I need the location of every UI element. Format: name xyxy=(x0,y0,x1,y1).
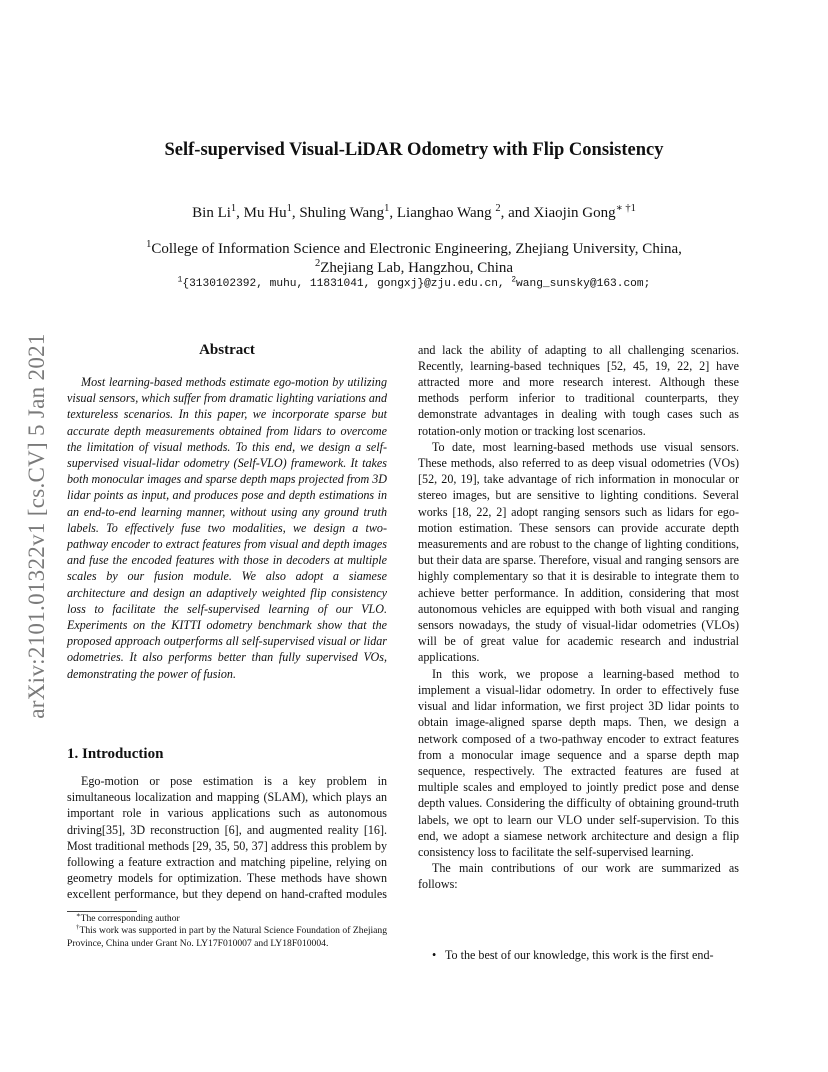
introduction-paragraph-4: The main contributions of our work are summarized as follows: xyxy=(418,861,739,892)
email-mark: 1 xyxy=(177,275,183,285)
arxiv-identifier-text: arXiv:2101.01322v1 [cs.CV] 5 Jan 2021 xyxy=(24,333,49,719)
author-affiliation-mark: ∗ †1 xyxy=(615,203,636,214)
footnotes xyxy=(67,913,387,950)
bullet-text: To the best of our knowledge, this work is the first end- xyxy=(445,948,714,962)
abstract-heading: Abstract xyxy=(199,342,255,358)
abstract-body xyxy=(67,374,387,682)
author-affiliation-mark: 2 xyxy=(495,203,501,214)
bullet-icon: • xyxy=(432,948,437,962)
author-name: , Shuling Wang xyxy=(291,205,385,221)
email-text: {3130102392, muhu, 11831041, gongxj}@zju.edu.cn, xyxy=(182,278,512,290)
footnote-text: This work was supported in part by the Natural Science Foundation of Zhejiang Province, China under Grant No. LY17F010007 and LY18F010004. xyxy=(67,925,388,949)
footnote-1 xyxy=(67,913,387,925)
right-column xyxy=(418,343,739,943)
introduction-heading: 1. Introduction xyxy=(67,746,164,762)
footnote-mark: † xyxy=(76,924,80,932)
introduction-paragraph-1-left xyxy=(67,773,387,904)
affiliation-line-2 xyxy=(0,260,828,277)
affiliation-mark: 1 xyxy=(146,239,152,250)
author-affiliation-mark: 1 xyxy=(384,203,390,214)
email-mark: 2 xyxy=(511,275,517,285)
affiliation-mark: 2 xyxy=(314,258,321,269)
footnote-2 xyxy=(67,925,387,950)
introduction-paragraph-1: Ego-motion or pose estimation is a key problem in simultaneous localization and mapping (SLAM), which plays an important role in various applications such as autonomous driving[35], 3D reconstruction [6], and augmented reality [16]. Most traditional methods [29, 35, 50, 37] address this problem by following a feature extraction and matching pipeline, relying on geometry models for optimization. These methods have shown excellent performance, but they depend on hand-crafted modules xyxy=(67,774,387,902)
affiliation-text: Zhejiang Lab, Hangzhou, China xyxy=(320,260,514,276)
author-name: , Lianghao Wang xyxy=(389,205,496,221)
author-name: , Mu Hu xyxy=(236,205,287,221)
introduction-paragraph-1-continuation xyxy=(418,343,739,439)
paper-title: Self-supervised Visual-LiDAR Odometry with Flip Consistency xyxy=(164,140,664,160)
introduction-paragraph-3: In this work, we propose a learning-based method to implement a visual-lidar odometry. In order to effectively fuse visual and lidar information, we first project 3D lidar points to obtain image-aligned sparse depth maps. Then, we design a network composed of a two-pathway encoder to extract features from a monocular image sequence and a sparse depth map sequence, respectively. The extracted features are fused at multiple scales and employed to jointly predict pose and dense depth values. Considering the difficulty of obtaining ground-truth labels, we opt to learn our VLO under self-supervision. To this end, we adopt a siamese network architecture and design a flip consistency loss to facilitate the self-supervised learning. xyxy=(418,666,739,859)
affiliation-text: College of Information Science and Electronic Engineering, Zhejiang University, China, xyxy=(151,241,682,257)
arxiv-identifier-stamp xyxy=(12,296,62,756)
email-text: wang_sunsky@163.com; xyxy=(516,278,651,290)
introduction-paragraph-1-copy: and lack the ability of adapting to all challenging scenarios. Recently, learning-based techniques [52, 45, 19, 22, 2] have attracted more and more research interest. Although these methods perform inferior to traditional counterparts, they demonstrate advantages in dealing with tough cases such as rotation-only motion or tracking lost scenarios. xyxy=(418,343,739,438)
affiliation-line-1 xyxy=(0,241,828,258)
footnote-mark: ∗ xyxy=(76,911,81,919)
author-affiliation-mark: 1 xyxy=(230,203,237,214)
abstract-paragraph: Most learning-based methods estimate ego-motion by utilizing visual sensors, which suffer from dramatic lighting variations and textureless scenarios. In this paper, we incorporate sparse but accurate depth measurements obtained from lidars to overcome the limitation of visual methods. To this end, we design a self-supervised visual-lidar odometry (Self-VLO) framework. It takes both monocular images and sparse depth maps projected from 3D lidar points as input, and produces pose and depth estimations in an end-to-end learning manner, without using any ground truth labels. To effectively fuse two modalities, we design a two-pathway encoder to extract features from visual and depth images and fuse the encoded features with those in decoders at multiple scales by our fusion module. We also adopt a siamese architecture and design an adaptively weighted flip consistency loss to facilitate the self-supervised learning of our VLO. Experiments on the KITTI odometry benchmark show that the proposed approach outperforms all self-supervised visual or lidar odometries. It also performs better than fully supervised VOs, demonstrating the power of fusion. xyxy=(67,375,387,681)
footnote-text: The corresponding author xyxy=(80,913,180,924)
author-affiliation-mark: 1 xyxy=(286,203,292,214)
introduction-paragraph-2: To date, most learning-based methods use visual sensors. These methods, also referred to as deep visual odometries (VOs) [52, 20, 19], take advantage of rich information in monocular or stereo images, but are sensitive to lighting conditions. Several works [18, 22, 2] adopt ranging sensors such as lidars for ego-motion estimation. These sensors can provide accurate depth measurements and are robust to the change of lighting conditions, but their data are sparse. Therefore, visual and ranging sensors are highly complementary so that it is desirable to integrate them to achieve better performance. In addition, considering that most autonomous vehicles are equipped with both visual and ranging sensors nowadays, the study of visual-lidar odometries (VLOs) will be of great value for academic research and industrial applications. xyxy=(418,439,739,665)
author-emails xyxy=(0,275,828,290)
author-name: Bin Li xyxy=(192,205,231,221)
author-name: , and Xiaojin Gong xyxy=(500,205,616,221)
author-list xyxy=(0,205,828,222)
